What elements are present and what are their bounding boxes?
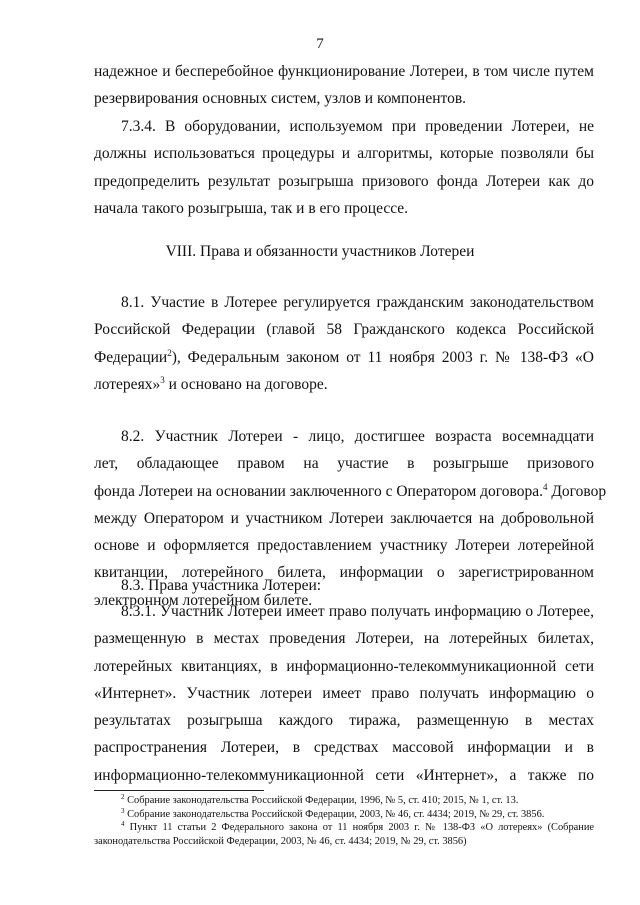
text-line: размещенную в местах проведения Лотереи, на лотерейных билетах,	[94, 630, 594, 648]
text-span: Договор	[547, 482, 607, 500]
text-line: 8.3. Права участника Лотереи:	[121, 577, 322, 594]
text-line: резервирования основных систем, узлов и компонентов.	[94, 90, 467, 108]
footnote-text: законодательства Российской Федерации, 2003, № 46, ст. 4434; 2019, № 29, ст. 3856)	[94, 835, 467, 847]
footnote-text: Собрание законодательства Российской Федерации, 1996, № 5, ст. 410; 2015, № 1, ст. 13.	[124, 795, 519, 806]
text-line: должны использоваться процедуры и алгоритмы, которые позволяли бы	[94, 145, 594, 163]
footnote-mark: 4	[121, 820, 125, 828]
footnote-ref[interactable]: 4	[542, 481, 548, 492]
footnotes	[94, 794, 594, 848]
text-line: начала такого розыгрыша, так и в его процессе.	[94, 199, 409, 217]
text-line: квитанции, лотерейного билета, информации о зарегистрированном	[94, 564, 594, 582]
footnote-text: Собрание законодательства Российской Федерации, 2003, № 46, ст. 4434; 2019, № 29, ст. 3856.	[124, 808, 545, 820]
text-line: основе и оформляется предоставлением участнику Лотереи лотерейной	[94, 537, 594, 555]
text-line: предопределить результат розыгрыша призового фонда Лотереи как до	[94, 172, 594, 190]
footnote-ref[interactable]: 3	[160, 374, 165, 385]
text-span: ), Федеральным законом от 11 ноября 2003 г. № 138-ФЗ «О	[171, 348, 594, 366]
footnote-2	[94, 794, 594, 808]
text-line	[94, 344, 594, 371]
text-span: Федерации	[94, 348, 168, 366]
text-line: между Оператором и участником Лотереи заключается на добровольной	[94, 509, 594, 527]
paragraph-continuation	[94, 58, 594, 113]
section-heading: VIII. Права и обязанности участников Лотереи	[165, 243, 475, 260]
text-line: 8.1. Участие в Лотерее регулируется гражданским законодательством	[121, 294, 594, 311]
footnote-4	[94, 821, 594, 835]
text-line: «Интернет». Участник лотереи имеет право получать информацию о	[94, 684, 594, 702]
text-line: лотерейных квитанциях, в информационно-телекоммуникационной сети	[94, 657, 594, 675]
text-line: распространения Лотереи, в средствах массовой информации и в	[94, 739, 594, 757]
paragraph-8-3	[94, 572, 594, 599]
footnote-mark: 3	[121, 806, 125, 815]
text-line	[94, 371, 594, 398]
text-span: лотереях»	[94, 375, 161, 393]
footnote-3	[94, 808, 594, 822]
paragraph-8-3-1	[94, 598, 594, 789]
text-span: и основано на договоре.	[164, 375, 328, 393]
text-line: результатах розыгрыша каждого тиража, размещенную в местах	[94, 712, 594, 730]
text-line: лет, обладающее правом на участие в розыгрыше призового	[94, 455, 594, 473]
text-line: 7.3.4. В оборудовании, используемом при проведении Лотереи, не	[121, 118, 594, 135]
page-number: 7	[316, 36, 324, 52]
text-line: Российской Федерации (главой 58 Гражданского кодекса Российской	[94, 321, 594, 339]
footnote-mark: 2	[121, 793, 125, 801]
text-line: 8.2. Участник Лотереи - лицо, достигшее возраста восемнадцати	[121, 428, 594, 445]
footnote-separator	[94, 790, 264, 791]
text-line: электронном лотерейном билете.	[94, 591, 313, 609]
text-line: надежное и бесперебойное функционирование Лотереи, в том числе путем	[94, 63, 594, 80]
paragraph-7-3-4	[94, 113, 594, 222]
text-line: 8.3.1. Участник Лотереи имеет право получать информацию о Лотерее,	[121, 603, 594, 620]
footnote-ref[interactable]: 2	[167, 347, 172, 358]
text-span: фонда Лотереи на основании заключенного с Оператором договора.	[94, 482, 543, 500]
footnote-text: Пункт 11 статьи 2 Федерального закона от 11 ноября 2003 г. № 138-ФЗ «О лотереях» (Собрание	[124, 822, 594, 833]
paragraph-8-1	[94, 289, 594, 398]
text-line: информационно-телекоммуникационной сети «Интернет», а также по	[94, 766, 594, 784]
text-line	[94, 478, 607, 505]
